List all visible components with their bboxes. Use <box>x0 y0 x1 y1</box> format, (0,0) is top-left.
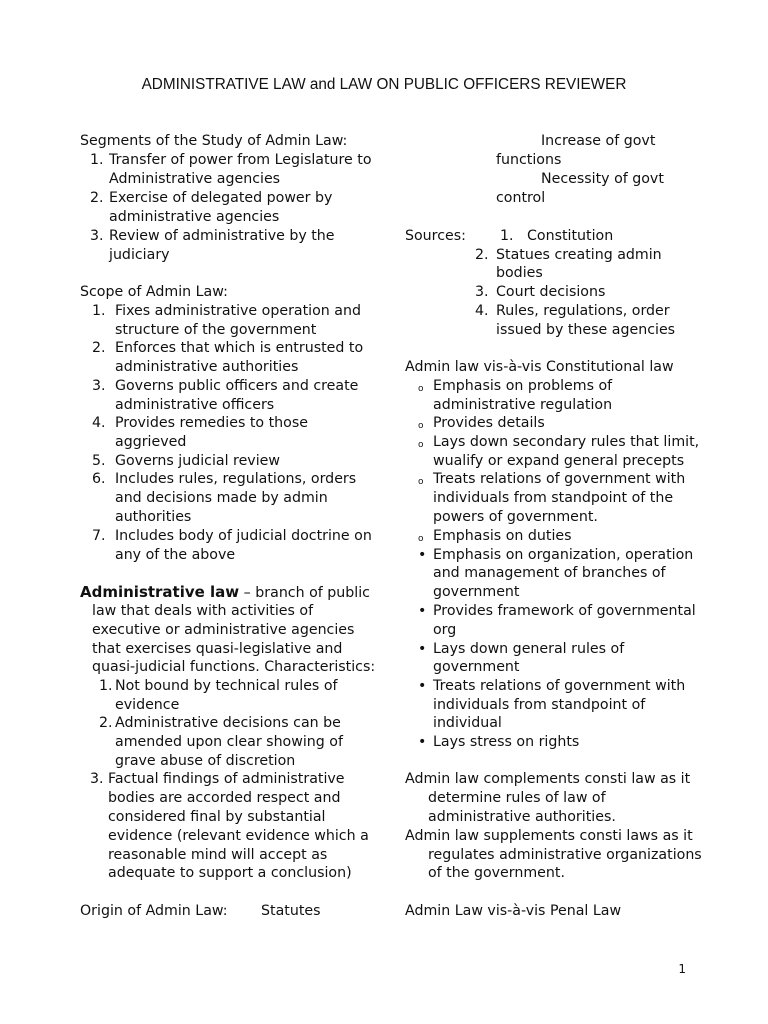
list-item: Statues creating admin <box>496 247 662 263</box>
list-item: Includes rules, regulations, orders <box>115 471 357 487</box>
list-item: Enforces that which is entrusted to <box>115 340 364 356</box>
list-item: Emphasis on organization, operation <box>433 547 694 563</box>
list-item: Provides framework of governmental <box>433 603 696 619</box>
bullet-filled: • <box>418 547 427 563</box>
list-item-cont: structure of the government <box>115 322 317 338</box>
origin-value: Statutes <box>261 903 321 919</box>
list-item-cont: org <box>433 622 457 638</box>
list-item-cont: and decisions made by admin <box>115 490 328 506</box>
list-number: 1. <box>99 678 113 694</box>
definition-line: law that deals with activities of <box>92 603 314 619</box>
list-item-cont: individual <box>433 715 502 731</box>
list-item-cont: individuals from standpoint of <box>433 697 646 713</box>
list-item: Emphasis on problems of <box>433 378 613 394</box>
list-item: Governs public officers and create <box>115 378 359 394</box>
list-item-cont: bodies are accorded respect and <box>108 790 341 806</box>
scope-heading: Scope of Admin Law: <box>80 284 228 300</box>
list-item-cont: administrative regulation <box>433 397 613 413</box>
definition-text: – branch of public <box>239 585 370 601</box>
list-number: 1. <box>92 303 106 319</box>
list-item-cont: administrative agencies <box>109 209 280 225</box>
list-item-cont: judiciary <box>109 247 170 263</box>
list-item: Exercise of delegated power by <box>109 190 333 206</box>
list-item-cont: government <box>433 659 520 675</box>
document-title: ADMINISTRATIVE LAW and LAW ON PUBLIC OFFICERS REVIEWER <box>141 76 627 93</box>
list-item: Provides details <box>433 415 545 431</box>
list-item: Rules, regulations, order <box>496 303 670 319</box>
supplements-line: regulates administrative organizations <box>428 847 702 863</box>
origin-label: Origin of Admin Law: <box>80 903 228 919</box>
list-item-cont: reasonable mind will accept as <box>108 847 328 863</box>
definition-line: quasi-judicial functions. Characteristics: <box>92 659 376 675</box>
list-item: Emphasis on duties <box>433 528 572 544</box>
list-item-cont: wualify or expand general precepts <box>433 453 685 469</box>
list-number: 7. <box>92 528 106 544</box>
list-number: 2. <box>99 715 113 731</box>
list-item: Constitution <box>527 228 614 244</box>
bullet-filled: • <box>418 603 427 619</box>
list-item: Lays stress on rights <box>433 734 580 750</box>
reason-line: Necessity of govt <box>541 171 664 187</box>
list-item: Not bound by technical rules of <box>115 678 338 694</box>
list-item-cont: Administrative agencies <box>109 171 281 187</box>
list-number: 3. <box>92 378 106 394</box>
list-item: Court decisions <box>496 284 606 300</box>
list-item: Lays down secondary rules that limit, <box>433 434 700 450</box>
list-item-cont: adequate to support a conclusion) <box>108 865 352 881</box>
list-item: Provides remedies to those <box>115 415 308 431</box>
list-item: Fixes administrative operation and <box>115 303 361 319</box>
list-number: 2. <box>475 247 489 263</box>
page-number: 1 <box>678 962 686 976</box>
list-number: 3. <box>475 284 489 300</box>
list-item-cont: individuals from standpoint of the <box>433 490 674 506</box>
list-number: 2. <box>90 190 104 206</box>
bullet-hollow: o <box>418 477 424 487</box>
definition-first-line <box>80 583 370 603</box>
list-item-cont: administrative officers <box>115 397 275 413</box>
list-item: Administrative decisions can be <box>115 715 341 731</box>
list-item-cont: government <box>433 584 520 600</box>
list-item-cont: any of the above <box>115 547 236 563</box>
list-item-cont: evidence <box>115 697 180 713</box>
definition-term: Administrative law <box>80 583 240 601</box>
list-number: 5. <box>92 453 106 469</box>
supplements-line: of the government. <box>428 865 565 881</box>
list-item: Transfer of power from Legislature to <box>109 152 372 168</box>
reason-line: control <box>496 190 546 206</box>
complements-line: determine rules of law of <box>428 790 606 806</box>
list-item-cont: and management of branches of <box>433 565 666 581</box>
list-number: 1. <box>500 228 514 244</box>
list-number: 1. <box>90 152 104 168</box>
definition-line: executive or administrative agencies <box>92 622 355 638</box>
list-item-cont: bodies <box>496 265 543 281</box>
penal-heading: Admin Law vis-à-vis Penal Law <box>405 903 622 919</box>
definition-line: that exercises quasi-legislative and <box>92 641 343 657</box>
list-item: Governs judicial review <box>115 453 280 469</box>
list-number: 4. <box>475 303 489 319</box>
segments-heading: Segments of the Study of Admin Law: <box>80 133 348 149</box>
list-item-cont: grave abuse of discretion <box>115 753 296 769</box>
list-number: 6. <box>92 471 106 487</box>
bullet-hollow: o <box>418 384 424 394</box>
list-number: 4. <box>92 415 106 431</box>
list-item-cont: issued by these agencies <box>496 322 676 338</box>
list-item-cont: authorities <box>115 509 192 525</box>
bullet-filled: • <box>418 734 427 750</box>
list-item: Review of administrative by the <box>109 228 335 244</box>
list-item-cont: aggrieved <box>115 434 187 450</box>
list-item-cont: powers of government. <box>433 509 598 525</box>
list-item-cont: administrative authorities <box>115 359 299 375</box>
list-number: 2. <box>92 340 106 356</box>
bullet-filled: • <box>418 641 427 657</box>
reason-line: functions <box>496 152 562 168</box>
complements-line: Admin law complements consti law as it <box>405 771 691 787</box>
reason-line: Increase of govt <box>541 133 656 149</box>
list-item: Includes body of judicial doctrine on <box>115 528 372 544</box>
sources-label: Sources: <box>405 228 466 244</box>
list-number: 3. <box>90 771 104 787</box>
list-item: Treats relations of government with <box>433 471 686 487</box>
list-item-cont: considered final by substantial <box>108 809 326 825</box>
complements-line: administrative authorities. <box>428 809 616 825</box>
bullet-filled: • <box>418 678 427 694</box>
list-item: Lays down general rules of <box>433 641 625 657</box>
list-item: Factual findings of administrative <box>108 771 345 787</box>
vis-const-heading: Admin law vis-à-vis Constitutional law <box>405 359 674 375</box>
bullet-hollow: o <box>418 534 424 544</box>
list-number: 3. <box>90 228 104 244</box>
list-item: Treats relations of government with <box>433 678 686 694</box>
list-item-cont: amended upon clear showing of <box>115 734 343 750</box>
bullet-hollow: o <box>418 421 424 431</box>
list-item-cont: evidence (relevant evidence which a <box>108 828 369 844</box>
supplements-line: Admin law supplements consti laws as it <box>405 828 693 844</box>
bullet-hollow: o <box>418 440 424 450</box>
